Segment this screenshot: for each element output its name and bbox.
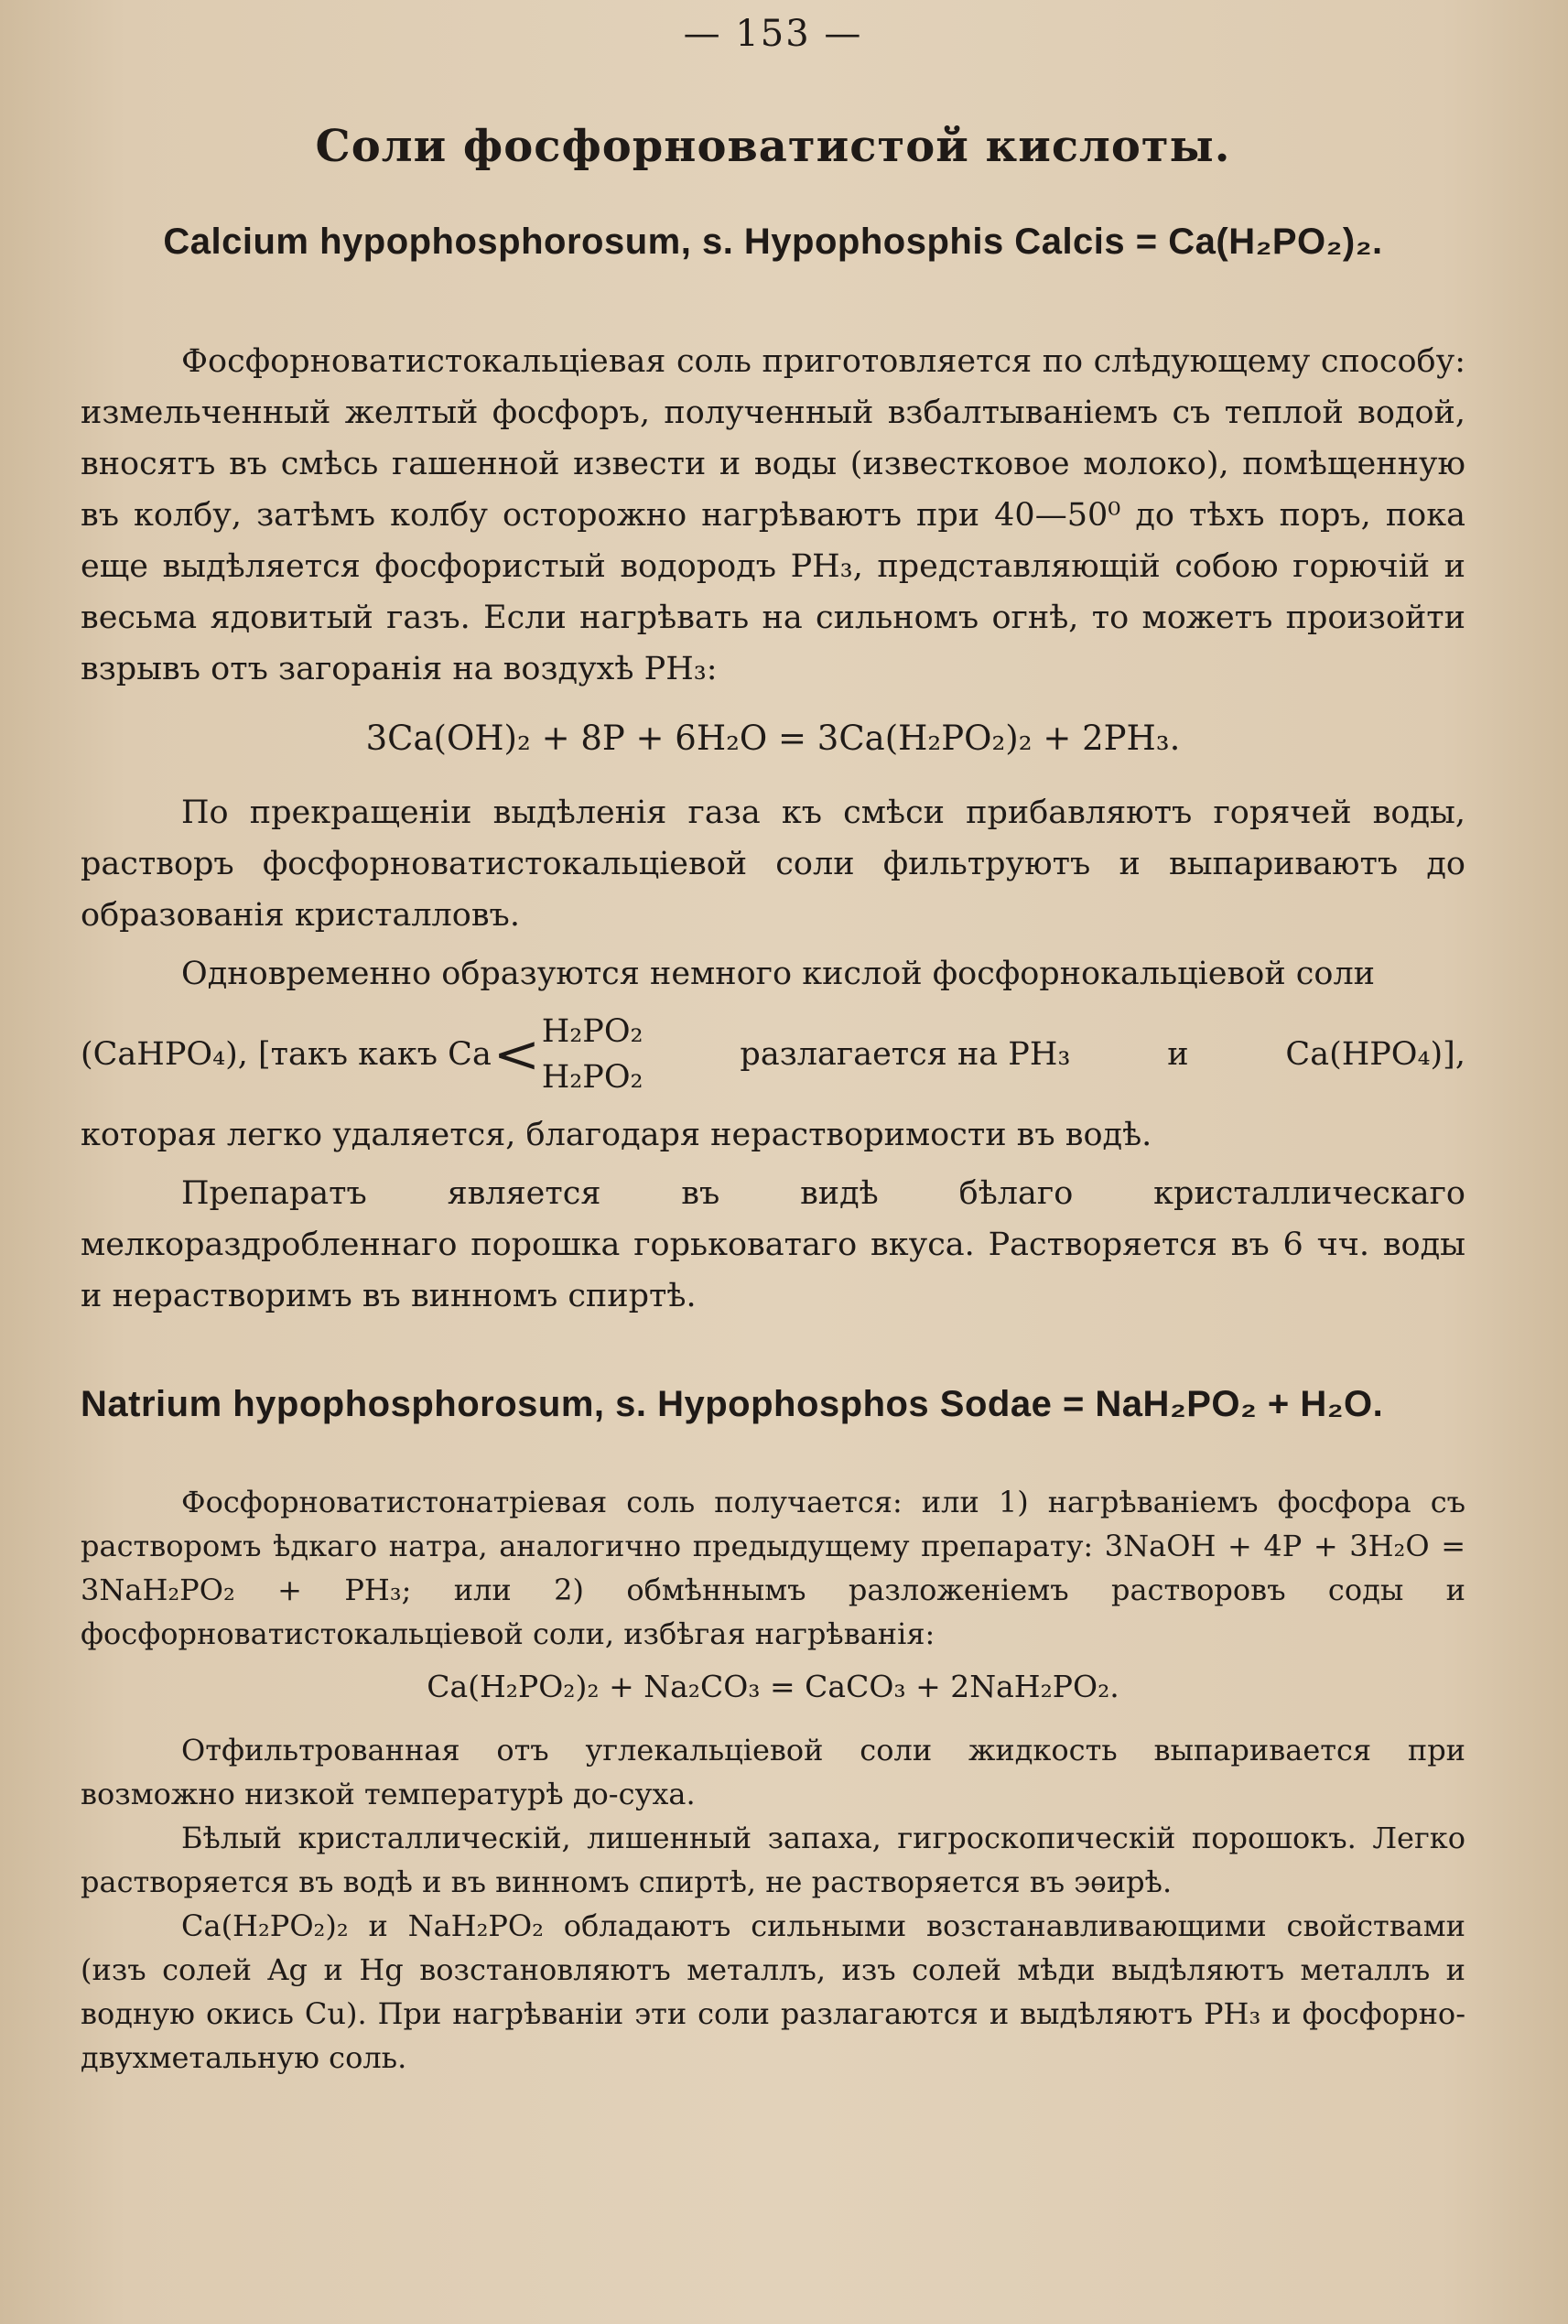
section-natrium (81, 1384, 1465, 2080)
formula-stack (542, 1009, 643, 1100)
paragraph: Одновременно образуются немного кислой фосфорнокальцiевой соли (181, 956, 1376, 992)
section-calcium (81, 222, 1465, 1322)
paragraph: Отфильтрованная отъ углекальцiевой соли жидкость выпаривается при возможно низкой температурѣ до-суха. (81, 1733, 1465, 1811)
chemical-equation: Ca(H₂PO₂)₂ + Na₂CO₃ = CaCO₃ + 2NaH₂PO₂. (427, 1669, 1119, 1704)
formula-text: разлагается на PH₃ (740, 1036, 1071, 1073)
formula-text: Ca(HPO₄)], (1285, 1036, 1465, 1073)
formula-bottom: H₂PO₂ (541, 1059, 643, 1096)
structural-formula-line (81, 1003, 1465, 1106)
formula-text: и (1167, 1036, 1189, 1073)
page-number: — 153 — (683, 13, 863, 55)
section-title: Natrium hypophosphorosum, s. Hypophosphos Sodae = NaH₂PO₂ + H₂O. (81, 1384, 1384, 1424)
paragraph: Бѣлый кристаллическiй, лишенный запаха, гигроскопическiй порошокъ. Легко растворяется въ водѣ и въ винномъ спиртѣ, не растворяется въ эѳирѣ. (81, 1821, 1465, 1899)
formula-text: (CaHPO₄), [такъ какъ Ca (81, 1036, 492, 1073)
paragraph: Препаратъ является въ видѣ бѣлаго кристаллическаго мелкораздробленнаго порошка горьковатаго вкуса. Растворяется въ 6 чч. воды и нерастворимъ въ винномъ спиртѣ. (81, 1175, 1465, 1314)
paragraph: Ca(H₂PO₂)₂ и NaH₂PO₂ обладаютъ сильными возстанавливающими свойствами (изъ солей Ag и Hg возстановляютъ металлъ, изъ солей мѣди выдѣляютъ металлъ и водную окись Cu). При нагрѣванiи эти соли разлагаются и выдѣляютъ PH₃ и фосфорно-двухметальную соль. (81, 1908, 1465, 2075)
chapter-title: Соли фосфорноватистой кислоты. (315, 121, 1231, 172)
chemical-equation: 3Ca(OH)₂ + 8P + 6H₂O = 3Ca(H₂PO₂)₂ + 2PH₃. (365, 719, 1181, 758)
paragraph: По прекращенiи выдѣленiя газа къ смѣси прибавляютъ горячей воды, растворъ фосфорноватистокальцiевой соли фильтруютъ и выпариваютъ до образованiя кристалловъ. (81, 794, 1465, 934)
formula-top: H₂PO₂ (541, 1013, 643, 1050)
angle-bracket: < (492, 1024, 541, 1085)
paragraph: которая легко удаляется, благодаря нерастворимости въ водѣ. (81, 1117, 1152, 1153)
section-title: Calcium hypophosphorosum, s. Hypophosphis Calcis = Ca(H₂PO₂)₂. (163, 222, 1383, 262)
paragraph: Фосфорноватистонатрiевая соль получается: или 1) нагрѣванiемъ фосфора съ растворомъ ѣдкаго натра, аналогично предыдущему препарату: 3NaOH + 4P + 3H₂O = 3NaH₂PO₂ + PH₃; или 2) обмѣннымъ разложенiемъ растворовъ соды и фосфорноватистокальцiевой соли, избѣгая нагрѣванiя: (81, 1485, 1465, 1651)
paragraph: Фосфорноватистокальцiевая соль приготовляется по слѣдующему способу: измельченный желтый фосфоръ, полученный взбалтыванiемъ съ теплой водой, вносятъ въ смѣсь гашенной извести и воды (известковое молоко), помѣщенную въ колбу, затѣмъ колбу осторожно нагрѣваютъ при 40—50⁰ до тѣхъ поръ, пока еще выдѣляется фосфористый водородъ PH₃, представляющiй собою горючiй и весьма ядовитый газъ. Если нагрѣвать на сильномъ огнѣ, то можетъ произойти взрывъ отъ загоранiя на воздухѣ PH₃: (81, 343, 1465, 687)
